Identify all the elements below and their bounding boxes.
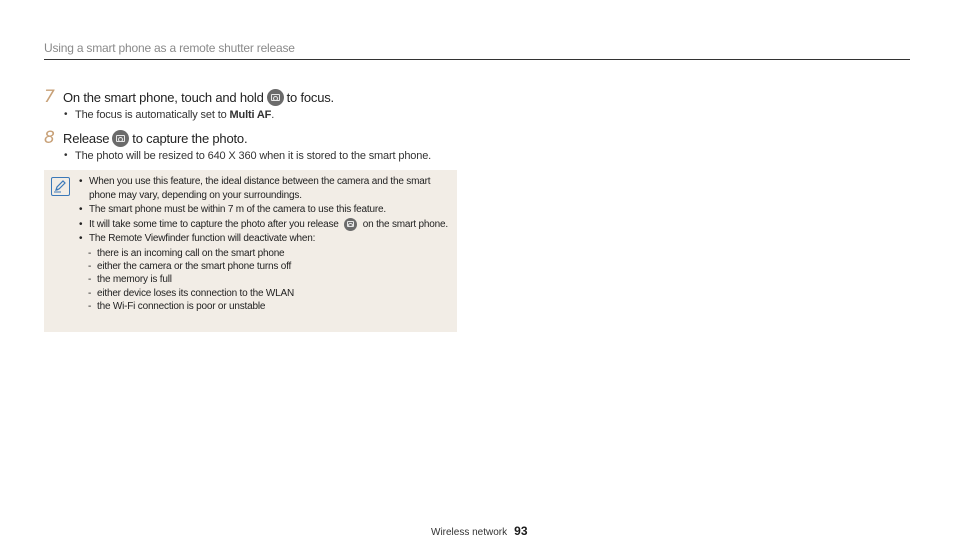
- note-item: • The smart phone must be within 7 m of the camera to use this feature.: [79, 203, 451, 217]
- note-item: • The Remote Viewfinder function will deactivate when:: [79, 232, 451, 246]
- step-note-text: The photo will be resized to 640 X 360 when it is stored to the smart phone.: [75, 150, 432, 162]
- condition-item: - either the camera or the smart phone turns off: [79, 260, 451, 273]
- condition-item: - either device loses its connection to the WLAN: [79, 287, 451, 300]
- page-footer: [431, 524, 528, 538]
- step-text-before: On the smart phone, touch and hold: [63, 89, 264, 105]
- condition-item: - there is an incoming call on the smart phone: [79, 247, 451, 260]
- camera-shutter-icon: [344, 218, 357, 231]
- step-number: 8: [44, 128, 55, 148]
- page-number: 93: [514, 524, 528, 538]
- camera-shutter-icon: [112, 130, 129, 147]
- note-list: [79, 175, 451, 314]
- step-8: [44, 128, 524, 162]
- note-item-text-end: on the smart phone.: [362, 218, 448, 230]
- note-box: [44, 170, 457, 332]
- condition-item: - the Wi-Fi connection is poor or unstable: [79, 300, 451, 313]
- note-item: • When you use this feature, the ideal distance between the camera and the smart phone may vary, depending on your surroundings.: [79, 175, 451, 202]
- note-pencil-icon: [51, 177, 70, 196]
- condition-item: - the memory is full: [79, 273, 451, 286]
- note-item-text: It will take some time to capture the photo after you release: [89, 218, 339, 230]
- step-note: [44, 150, 524, 162]
- step-number: 7: [44, 87, 55, 107]
- step-note-end: .: [271, 109, 275, 121]
- footer-section: Wireless network: [431, 527, 508, 538]
- step-text-after: to capture the photo.: [132, 130, 248, 146]
- note-item: [79, 218, 451, 232]
- step-note-text: The focus is automatically set to: [75, 109, 230, 121]
- step-text: [63, 130, 247, 147]
- step-7: [44, 87, 524, 121]
- step-text: [63, 89, 334, 106]
- step-text-before: Release: [63, 130, 110, 146]
- camera-shutter-icon: [267, 89, 284, 106]
- header-divider: [44, 59, 910, 60]
- step-text-after: to focus.: [286, 89, 334, 105]
- focus-mode-value: Multi AF: [229, 109, 272, 121]
- page-header-title: Using a smart phone as a remote shutter release: [44, 41, 295, 55]
- step-note: [44, 109, 524, 121]
